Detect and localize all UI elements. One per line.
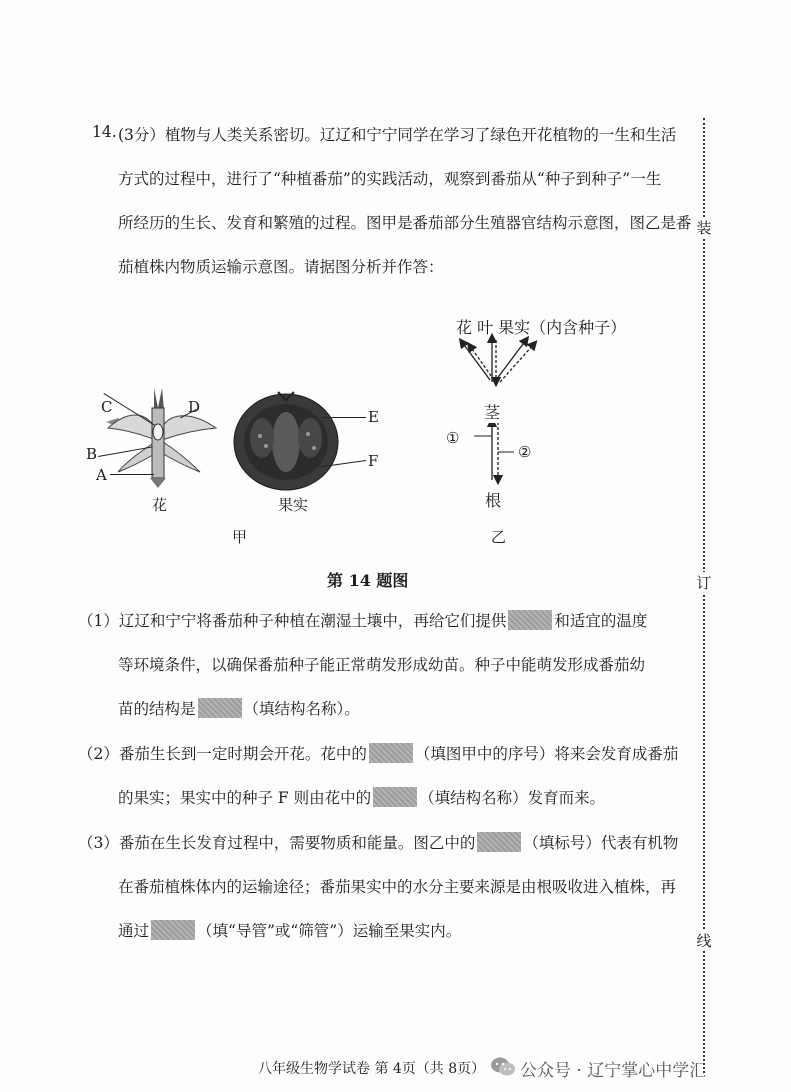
q1-line-2: 等环境条件，以确保番茄种子能正常萌发形成幼苗。种子中能萌发形成番茄幼 xyxy=(118,656,646,674)
yi-root: 根 xyxy=(485,491,502,510)
label-d: D xyxy=(188,398,201,416)
yi-top-labels: 花 叶 果实（内含种子） xyxy=(456,318,627,337)
wechat-icon xyxy=(490,1056,516,1078)
q2-line-1: （2）番茄生长到一定时期会开花。花中的 （填图甲中的序号）将来会发育成番茄 xyxy=(78,745,679,763)
binding-ding: 订 xyxy=(693,572,715,593)
label-e: E xyxy=(368,408,379,426)
q2-blank-2[interactable] xyxy=(373,787,417,807)
q1-blank-1[interactable] xyxy=(508,610,552,630)
flower-caption: 花 xyxy=(152,496,168,514)
leader-e xyxy=(322,417,366,418)
footer-page-info: 八年级生物学试卷 第 4页（共 8页） xyxy=(258,1061,486,1077)
transport-arrows xyxy=(446,330,556,500)
question-number: 14. xyxy=(92,123,117,141)
leader-a xyxy=(110,474,154,475)
q3-line-3: 通过 （填“导管”或“筛管”）运输至果实内。 xyxy=(118,922,462,940)
fruit-diagram xyxy=(232,388,344,493)
q3-blank-1[interactable] xyxy=(477,832,521,852)
yi-stem: 茎 xyxy=(484,400,500,423)
q1-line-3: 苗的结构是 （填结构名称）。 xyxy=(118,700,360,718)
intro-line-1: (3分）植物与人类关系密切。辽辽和宁宁同学在学习了绿色开花植物的一生和生活 xyxy=(118,126,677,144)
binding-xian: 线 xyxy=(693,930,715,951)
label-f: F xyxy=(368,452,379,470)
binding-zhuang: 装 xyxy=(693,217,715,238)
yi-caption: 乙 xyxy=(491,528,507,546)
q3-blank-2[interactable] xyxy=(151,920,195,940)
footer-watermark: 公众号 · 辽宁掌心中学汇 xyxy=(520,1061,707,1081)
label-b: B xyxy=(86,445,98,463)
jia-caption: 甲 xyxy=(232,528,248,546)
figure-title: 第 14 题图 xyxy=(327,571,409,590)
q1-line-1: （1）辽辽和宁宁将番茄种子种植在潮湿土壤中，再给它们提供 和适宜的温度 xyxy=(78,612,648,630)
fruit-caption: 果实 xyxy=(278,496,309,514)
q1-blank-2[interactable] xyxy=(198,698,242,718)
q3-line-1: （3）番茄在生长发育过程中，需要物质和能量。图乙中的 （填标号）代表有机物 xyxy=(78,834,679,852)
intro-line-3: 所经历的生长、发育和繁殖的过程。图甲是番茄部分生殖器官结构示意图，图乙是番 xyxy=(118,214,692,232)
yi-path-2: ② xyxy=(518,443,532,461)
label-c: C xyxy=(101,398,113,416)
intro-line-4: 茄植株内物质运输示意图。请据图分析并作答： xyxy=(118,258,444,276)
intro-line-2: 方式的过程中，进行了“种植番茄”的实践活动，观察到番茄从“种子到种子”一生 xyxy=(118,170,662,188)
q2-line-2: 的果实；果实中的种子 F 则由花中的 （填结构名称）发育而来。 xyxy=(118,789,606,807)
yi-path-1: ① xyxy=(446,429,460,447)
q2-blank-1[interactable] xyxy=(369,743,413,763)
q3-line-2: 在番茄植株体内的运输途径；番茄果实中的水分主要来源是由根吸收进入植株，再 xyxy=(118,878,677,896)
label-a: A xyxy=(96,466,107,484)
